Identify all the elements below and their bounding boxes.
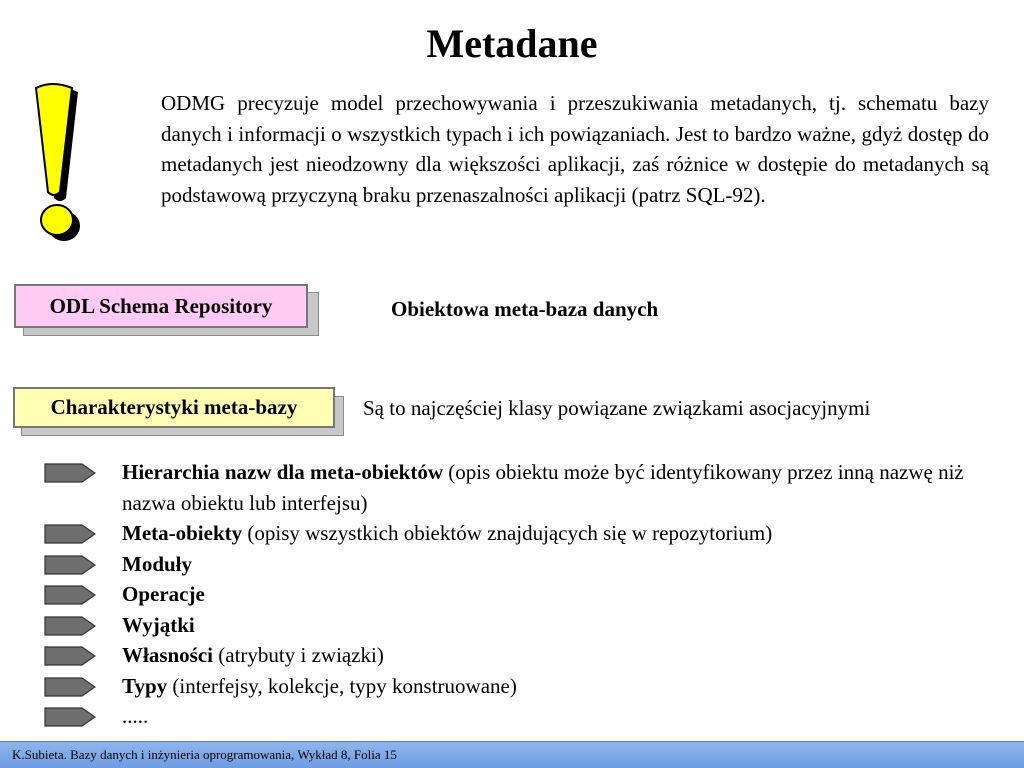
list-item — [44, 671, 994, 702]
arrow-bullet-icon — [44, 524, 96, 544]
characteristics-description: Są to najczęściej klasy powiązane związkami asocjacyjnymi — [363, 396, 871, 420]
item-detail: ..... — [122, 704, 149, 728]
list-item — [44, 457, 994, 518]
item-detail: (atrybuty i związki) — [213, 643, 384, 667]
item-term: Typy — [122, 673, 168, 698]
item-term: Wyjątki — [122, 612, 195, 637]
intro-paragraph: ODMG precyzuje model przechowywania i przeszukiwania metadanych, tj. schematu bazy danych i informacji o wszystkich typach i ich powiązaniach. Jest to bardzo ważne, gdyż dostęp do metadanych jest nieodzowny dla większości aplikacji, zaś różnice w dostępie do metadanych są podstawową przyczyną braku przenaszalności aplikacji (patrz SQL-92). — [161, 91, 989, 207]
arrow-bullet-icon — [44, 463, 96, 483]
arrow-bullet-icon — [44, 616, 96, 636]
item-detail: (opisy wszystkich obiektów znajdujących się w repozytorium) — [242, 521, 773, 545]
schema-repository-box: ODL Schema Repository — [14, 284, 308, 328]
arrow-bullet-icon — [44, 707, 96, 727]
arrow-bullet-icon — [44, 555, 96, 575]
arrow-bullet-icon — [44, 646, 96, 666]
list-item — [44, 610, 994, 641]
exclamation-mark-icon — [18, 80, 88, 245]
item-term: Meta-obiekty — [122, 521, 243, 545]
item-term: Moduły — [122, 551, 193, 576]
arrow-bullet-icon — [44, 585, 96, 605]
slide-title: Metadane — [426, 21, 598, 66]
list-item — [44, 640, 994, 671]
item-term: Hierarchia nazw dla meta-obiektów — [122, 460, 443, 484]
list-item — [44, 701, 994, 732]
footer-bar — [0, 741, 1024, 768]
item-detail: (opis obiektu może być identyfikowany przez inną nazwę niż nazwa obiektu lub interfejsu) — [122, 460, 964, 515]
characteristics-box: Charakterystyki meta-bazy — [13, 387, 335, 428]
bullet-list — [44, 457, 994, 732]
item-detail: (interfejsy, kolekcje, typy konstruowane) — [167, 673, 517, 698]
schema-description: Obiektowa meta-baza danych — [391, 297, 659, 321]
arrow-bullet-icon — [44, 677, 96, 697]
item-term: Operacje — [122, 582, 205, 606]
item-term: Własności — [122, 643, 214, 667]
list-item — [44, 518, 994, 549]
list-item — [44, 549, 994, 580]
list-item — [44, 579, 994, 610]
footer-text: K.Subieta. Bazy danych i inżynieria oprogramowania, Wykład 8, Folia 15 — [12, 747, 397, 762]
